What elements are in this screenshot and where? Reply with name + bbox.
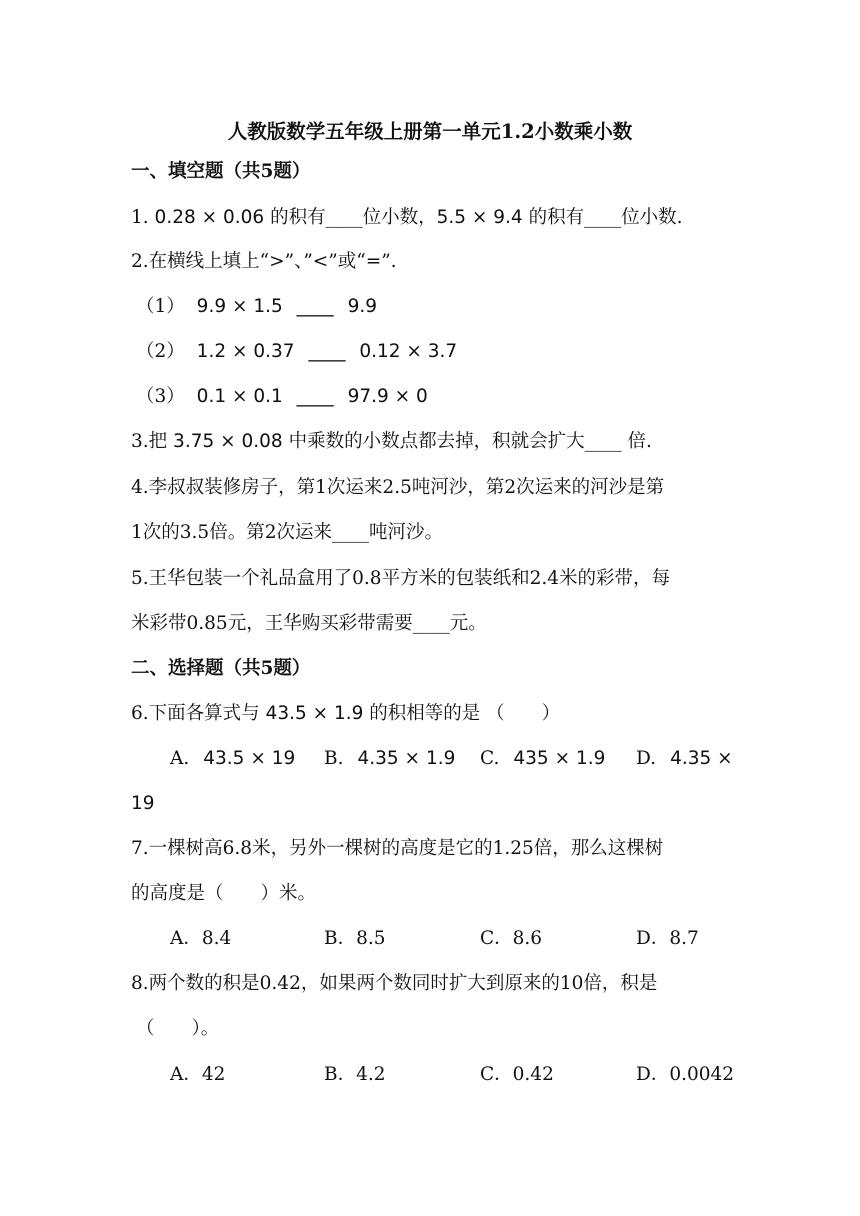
q6-expression: 43.5 × 1.9: [265, 703, 364, 724]
option-value: 4.35 × 1.9: [357, 748, 456, 769]
question-3: [131, 430, 730, 454]
q2-item-label: （1）: [136, 296, 185, 317]
q6-post: 的积相等的是 （ ）: [363, 703, 561, 724]
q2-item-label: （3）: [136, 386, 185, 407]
q3-pre: 3.把: [131, 431, 174, 452]
q2-item-blank: ____: [296, 386, 334, 407]
q6-option-d: [636, 747, 733, 771]
q2-item-1: [136, 295, 730, 319]
option-label: C.: [480, 748, 500, 769]
q1-expression-b: 5.5 × 9.4: [436, 207, 523, 228]
q6-option-d-wrap: 19: [131, 793, 155, 814]
q6-option-b: [324, 747, 455, 771]
section-1-heading: 一、填空题（共5题）: [131, 161, 311, 182]
q2-item-2: [136, 340, 730, 364]
q8-option-b: B．4.2: [324, 1064, 386, 1085]
q8-option-d: D．0.0042: [636, 1064, 735, 1085]
option-label: B.: [324, 748, 344, 769]
q2-item-right: 0.12 × 3.7: [359, 341, 458, 362]
q2-item-label: （2）: [136, 341, 185, 362]
q2-item-right: 97.9 × 0: [347, 386, 428, 407]
q8-option-c: C．0.42: [480, 1064, 554, 1085]
question-2-stem: 2.在横线上填上“>”、”<”或“=”.: [131, 251, 397, 272]
q7-option-b: B．8.5: [324, 928, 386, 949]
section-2-heading: 二、选择题（共5题）: [131, 658, 311, 679]
q1-text-b: 的积有____位小数.: [522, 207, 683, 228]
question-8-line-2: （ ）。: [136, 1018, 220, 1039]
q7-option-d: D．8.7: [636, 928, 699, 949]
q2-item-left: 0.1 × 0.1: [196, 386, 283, 407]
option-label: A.: [170, 748, 190, 769]
q6-option-c: [480, 747, 605, 771]
q2-item-left: 9.9 × 1.5: [196, 296, 283, 317]
q6-option-a: [170, 747, 295, 771]
option-value: 435 × 1.9: [513, 748, 606, 769]
q1-text-a: 的积有____位小数，: [264, 207, 437, 228]
question-4-line-1: 4.李叔叔装修房子，第1次运来2.5吨河沙，第2次运来的河沙是第: [131, 477, 665, 498]
q2-item-3: [136, 385, 730, 409]
question-4-line-2: 1次的3.5倍。第2次运来____吨河沙。: [131, 522, 443, 543]
q6-pre: 6.下面各算式与: [131, 703, 266, 724]
option-value: 43.5 × 19: [203, 748, 296, 769]
question-5-line-1: 5.王华包装一个礼品盒用了0.8平方米的包装纸和2.4米的彩带，每: [131, 568, 670, 589]
q2-item-blank: ____: [296, 296, 334, 317]
question-1: [131, 206, 730, 230]
q7-option-c: C．8.6: [480, 928, 543, 949]
option-value: 4.35 ×: [670, 748, 733, 769]
question-7-line-2: 的高度是（ ）米。: [131, 883, 317, 904]
q2-item-left: 1.2 × 0.37: [196, 341, 295, 362]
q7-option-a: A．8.4: [170, 928, 232, 949]
q1-number: 1.: [131, 207, 155, 228]
q1-expression-a: 0.28 × 0.06: [154, 207, 265, 228]
q8-option-a: A．42: [170, 1064, 226, 1085]
option-label: D.: [636, 748, 657, 769]
q3-expression: 3.75 × 0.08: [173, 431, 283, 452]
q3-post: 中乘数的小数点都去掉，积就会扩大____ 倍.: [282, 431, 652, 452]
q2-item-right: 9.9: [347, 296, 377, 317]
question-5-line-2: 米彩带0.85元，王华购买彩带需要____元。: [131, 613, 487, 634]
page-title: 人教版数学五年级上册第一单元1.2小数乘小数: [227, 120, 633, 143]
question-8-line-1: 8.两个数的积是0.42，如果两个数同时扩大到原来的10倍，积是: [131, 973, 658, 994]
question-7-line-1: 7.一棵树高6.8米，另外一棵树的高度是它的1.25倍，那么这棵树: [131, 838, 664, 859]
question-6: [131, 702, 730, 726]
q2-item-blank: ____: [308, 341, 346, 362]
